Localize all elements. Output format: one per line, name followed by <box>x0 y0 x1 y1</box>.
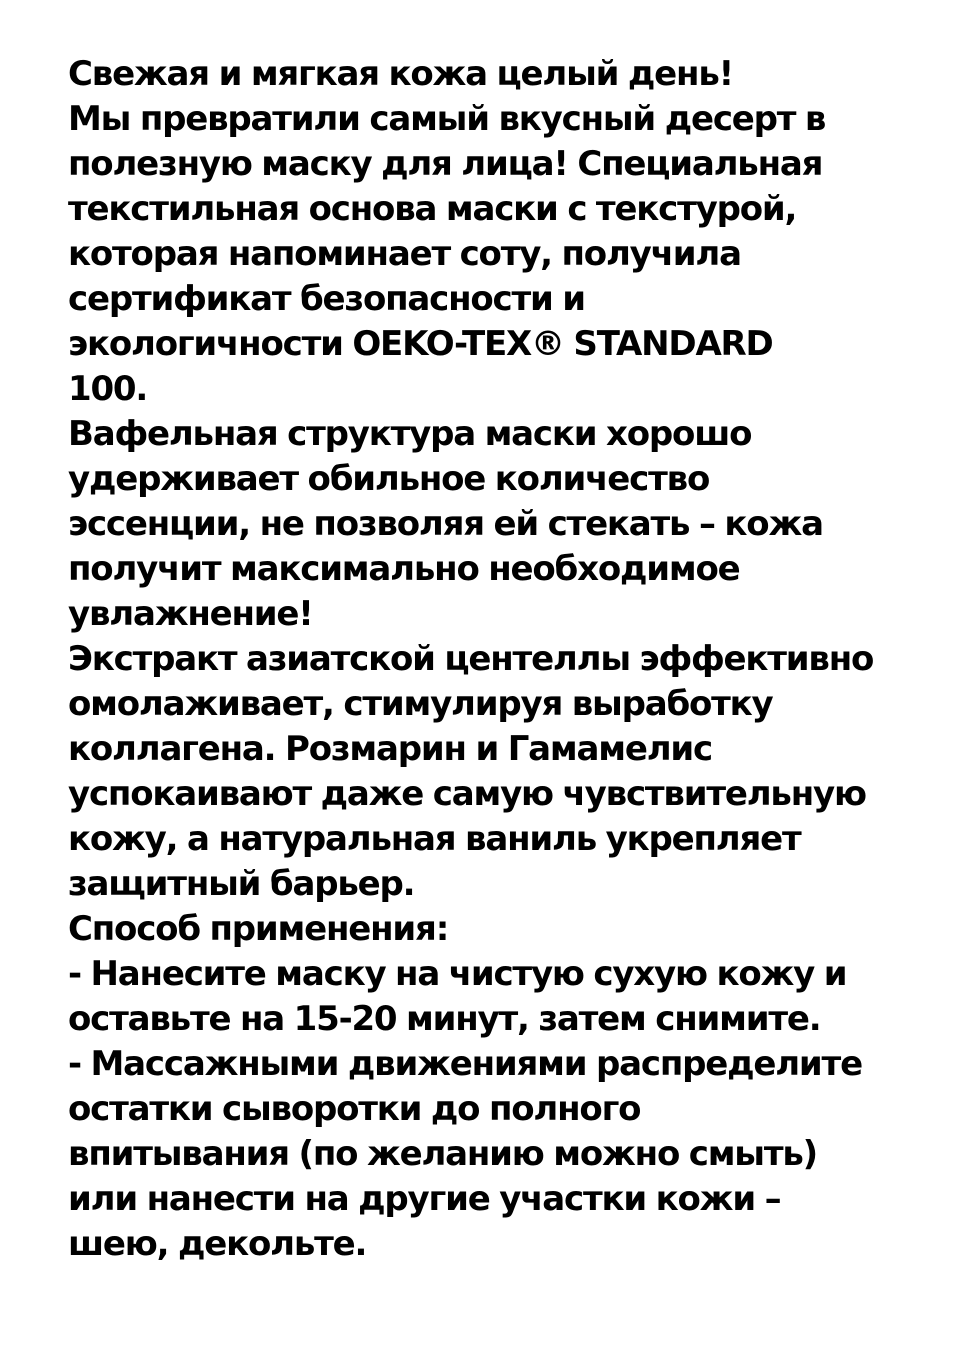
structure-line: получит максимально необходимое <box>68 549 740 589</box>
usage-step-line: шею, декольте. <box>68 1224 367 1264</box>
ingredients-line: Экстракт азиатской центеллы эффективно <box>68 639 874 679</box>
ingredients-line: защитный барьер. <box>68 864 415 904</box>
intro-line: 100. <box>68 369 148 409</box>
headline: Свежая и мягкая кожа целый день! <box>68 54 733 94</box>
structure-line: увлажнение! <box>68 594 313 634</box>
intro-line: экологичности OEKO-TEX® STANDARD <box>68 324 773 364</box>
usage-step-line: оставьте на 15-20 минут, затем снимите. <box>68 999 821 1039</box>
structure-line: эссенции, не позволяя ей стекать – кожа <box>68 504 823 544</box>
usage-step-line: остатки сыворотки до полного <box>68 1089 641 1129</box>
intro-line: текстильная основа маски с текстурой, <box>68 189 797 229</box>
intro-line: которая напоминает соту, получила <box>68 234 741 274</box>
ingredients-line: коллагена. Розмарин и Гамамелис <box>68 729 712 769</box>
structure-line: Вафельная структура маски хорошо <box>68 414 752 454</box>
usage-step-line: впитывания (по желанию можно смыть) <box>68 1134 817 1174</box>
intro-line: Мы превратили самый вкусный десерт в <box>68 99 826 139</box>
intro-line: сертификат безопасности и <box>68 279 585 319</box>
ingredients-line: кожу, а натуральная ваниль укрепляет <box>68 819 801 859</box>
structure-line: удерживает обильное количество <box>68 459 710 499</box>
usage-step-line: или нанести на другие участки кожи – <box>68 1179 781 1219</box>
intro-line: полезную маску для лица! Специальная <box>68 144 823 184</box>
ingredients-line: успокаивают даже самую чувствительную <box>68 774 866 814</box>
usage-step-line: - Нанесите маску на чистую сухую кожу и <box>68 954 847 994</box>
usage-heading: Способ применения: <box>68 909 449 949</box>
product-description <box>68 52 948 1267</box>
usage-step-line: - Массажными движениями распределите <box>68 1044 862 1084</box>
ingredients-line: омолаживает, стимулируя выработку <box>68 684 773 724</box>
